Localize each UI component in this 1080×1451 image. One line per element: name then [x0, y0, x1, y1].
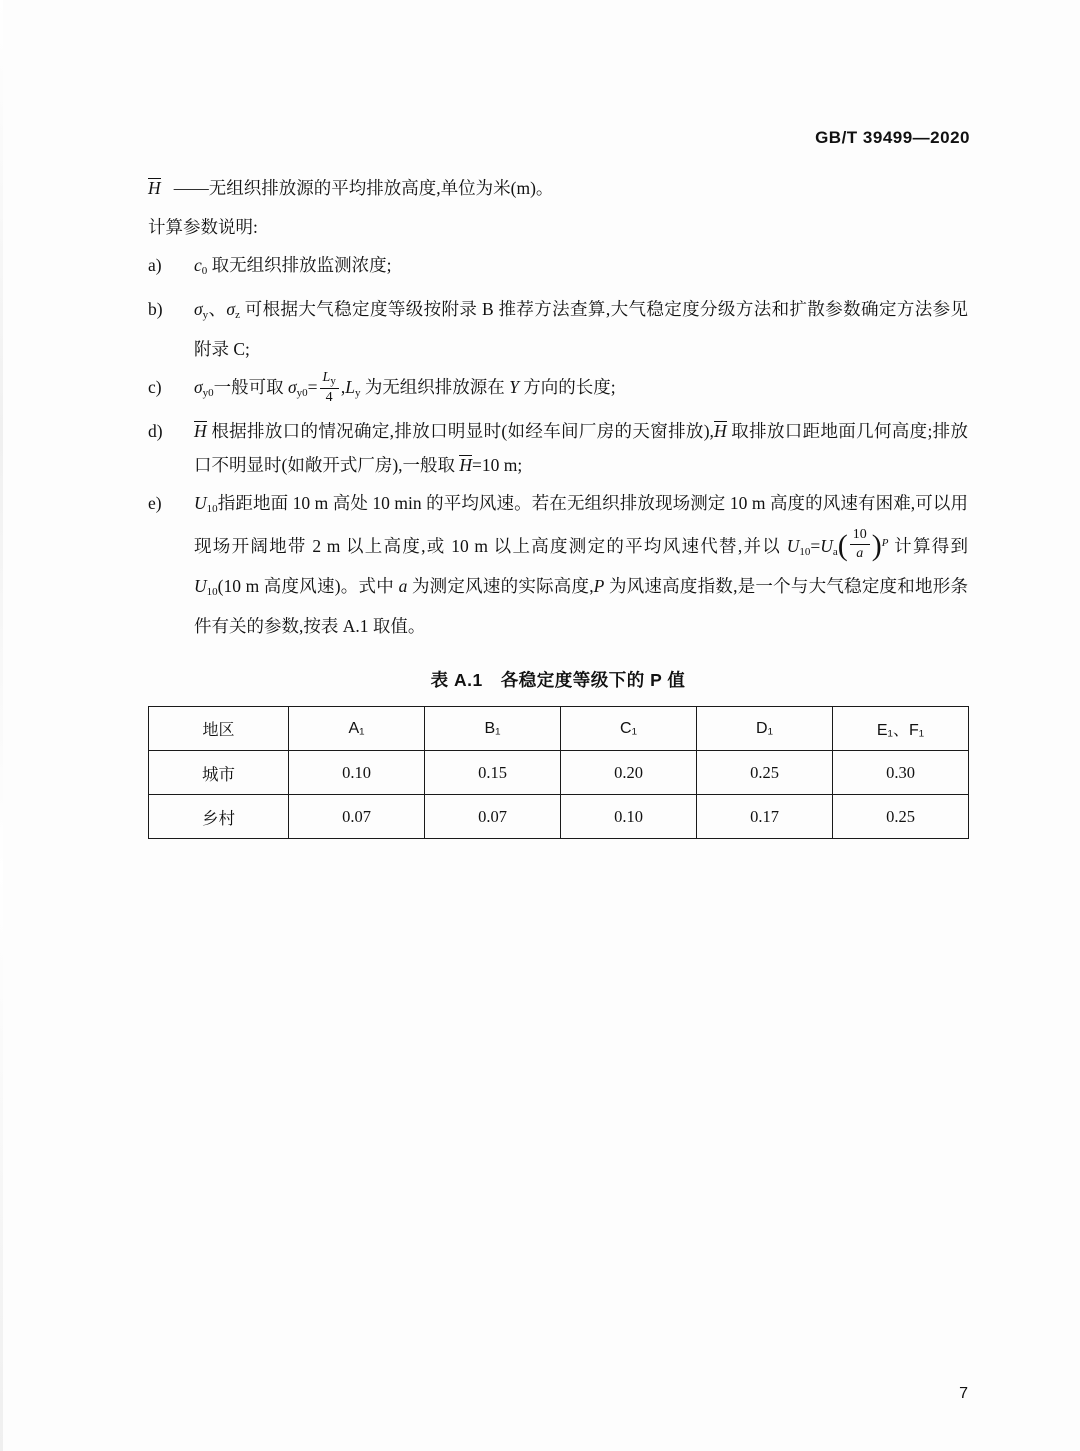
- list-marker-e: e): [148, 493, 162, 513]
- table-header-region: 地区: [149, 707, 289, 751]
- table-header-row: [149, 707, 969, 751]
- table-cell-value: 0.25: [833, 795, 969, 839]
- table-caption: 表 A.1 各稳定度等级下的 P 值: [430, 670, 686, 690]
- table-header-b1: B₁: [425, 707, 561, 751]
- table-header-c1: C₁: [561, 707, 697, 751]
- list-text-d: H 根据排放口的情况确定,排放口明显时(如经车间厂房的天窗排放),H 取排放口距地面几何高度;排放口不明显时(如敞开式厂房),一般取 H=10 m;: [194, 421, 968, 475]
- list-text-b: $\sigma_y$、$\sigma_z$ 可根据大气稳定度等级按附录 B 推荐方法查算,大气稳定度分级方法和扩散参数确定方法参见附录 C;: [194, 299, 968, 359]
- definition-line: [148, 172, 968, 204]
- table-cell-region: 乡村: [149, 795, 289, 839]
- symbol-h-bar: H: [148, 178, 161, 198]
- page-edge-shadow: [0, 0, 3, 1451]
- list-item-e: [148, 486, 968, 643]
- list-marker-b: b): [148, 299, 163, 319]
- list-item-b: [148, 292, 968, 366]
- table-cell-value: 0.10: [289, 751, 425, 795]
- table-cell-value: 0.15: [425, 751, 561, 795]
- list-item-a: [148, 248, 968, 288]
- table-header-d1: D₁: [697, 707, 833, 751]
- table-cell-value: 0.20: [561, 751, 697, 795]
- table-row: [149, 795, 969, 839]
- list-marker-c: c): [148, 377, 162, 397]
- definition-text: ——无组织排放源的平均排放高度,单位为米(m)。: [165, 178, 554, 198]
- table-cell-value: 0.10: [561, 795, 697, 839]
- table-row: [149, 751, 969, 795]
- list-text-a: $c_0$ 取无组织排放监测浓度;: [194, 255, 392, 277]
- list-marker-d: d): [148, 421, 163, 441]
- page-content: [148, 172, 968, 839]
- list-item-d: [148, 414, 968, 482]
- table-cell-value: 0.30: [833, 751, 969, 795]
- page-header-standard-code: GB/T 39499—2020: [815, 128, 970, 147]
- page-number: 7: [959, 1385, 968, 1402]
- table-header-e1f1: E₁、F₁: [833, 707, 969, 751]
- list-text-c: $\sigma_{y0}$一般可取 $\sigma_{y0}=$ $\frac{L_y}{4}$ $,L_y$ 为无组织排放源在 Y 方向的长度;: [194, 369, 616, 406]
- table-cell-region: 城市: [149, 751, 289, 795]
- table-cell-value: 0.25: [697, 751, 833, 795]
- list-marker-a: a): [148, 255, 162, 275]
- p-value-table: [148, 706, 969, 839]
- table-cell-value: 0.17: [697, 795, 833, 839]
- list-item-c: [148, 370, 968, 410]
- table-cell-value: 0.07: [289, 795, 425, 839]
- list-text-e: $U_{10}$指距地面 10 m 高处 10 min 的平均风速。若在无组织排放现场测定 10 m 高度的风速有困难,可以用现场开阔地带 2 m 以上高度,或 10 m 以上高度测定的平均风速代替,并以 $U_{10}=U_a$ ( $\frac{10}{a}$ ) $^P$ 计算得到 $U_{10}(10$ m 高度风速)。式中 a 为测定风速的实际高度,P 为风速高度指数,是一个与大气稳定度和地形条件有关的参数,按表 A.1 取值。: [194, 493, 969, 636]
- params-heading: 计算参数说明:: [148, 217, 258, 237]
- table-cell-value: 0.07: [425, 795, 561, 839]
- table-header-a1: A₁: [289, 707, 425, 751]
